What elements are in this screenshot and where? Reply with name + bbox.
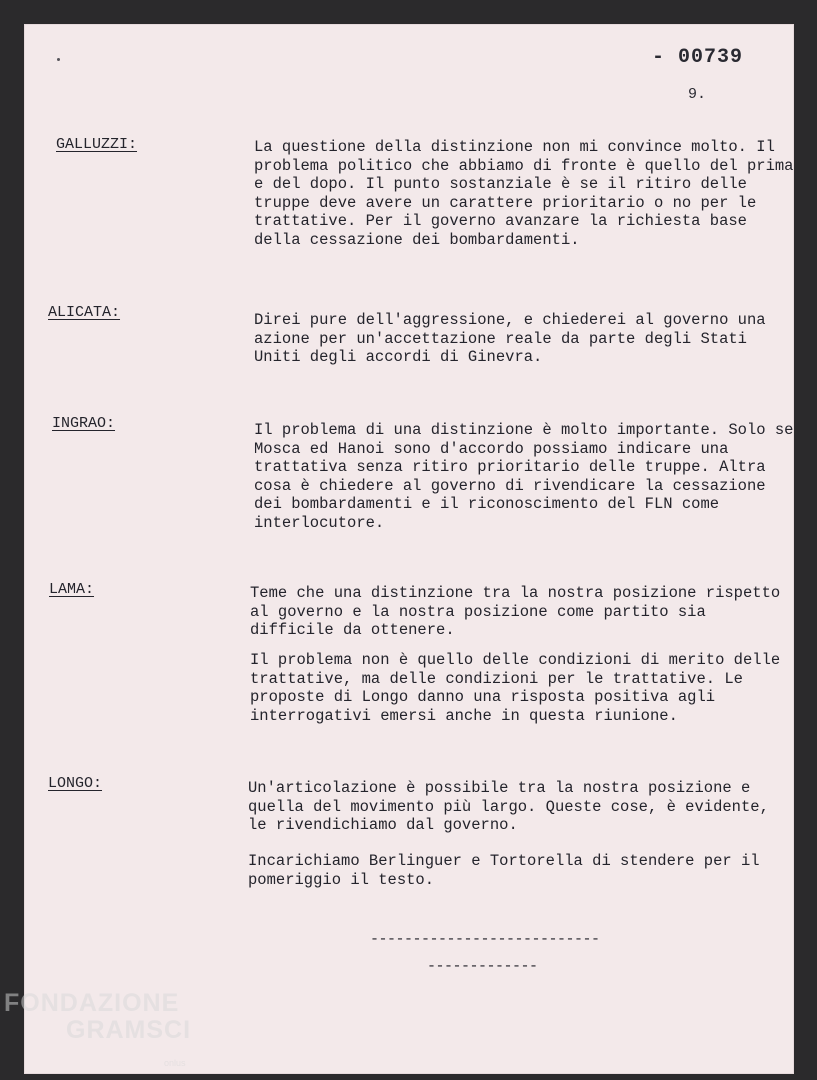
document-number: - 00739 [652,46,744,69]
closing-rule: --------------------------- [370,931,600,948]
watermark-small-text: onlus [164,1058,186,1068]
speaker-name: GALLUZZI: [56,136,138,153]
fondazione-gramsci-watermark [4,989,192,1068]
statement-paragraph: Un'articolazione è possibile tra la nostra posizione e quella del movimento più largo. Queste cose, è evidente, le rivendichiamo dal governo. [248,779,769,835]
speaker-name: ALICATA: [48,304,121,321]
page-number: 9. [688,86,707,103]
statement-paragraph: Teme che una distinzione tra la nostra posizione rispetto al governo e la nostra posizione come partito sia difficile da ottenere. [250,584,781,640]
speaker-name: INGRAO: [52,415,116,432]
speaker-name: LONGO: [48,775,103,792]
closing-rule: ------------- [427,958,538,975]
watermark-line: GRAMSCI [66,1016,192,1044]
statement-paragraph: Incarichiamo Berlinguer e Tortorella di stendere per il pomeriggio il testo. [248,852,760,889]
statement-paragraph: Direi pure dell'aggressione, e chiederei al governo una azione per un'accettazione reale da parte degli Stati Uniti degli accordi di Ginevra. [254,311,766,367]
statement-paragraph: Il problema non è quello delle condizioni di merito delle trattative, ma delle condizioni per le trattative. Le proposte di Longo danno una risposta positiva agli interrogativi emersi anche in questa riunione. [250,651,781,725]
stray-mark [57,58,60,61]
watermark-line: FONDAZIONE [4,989,180,1017]
speaker-name: LAMA: [49,581,95,598]
statement-paragraph: La questione della distinzione non mi convince molto. Il problema politico che abbiamo di fronte è quello del prima e del dopo. Il punto sostanziale è se il ritiro delle truppe deve avere un carattere prioritario o no per le trattative. Per il governo avanzare la richiesta base della cessazione dei bombardamenti. [254,138,794,249]
statement-paragraph: Il problema di una distinzione è molto importante. Solo se Mosca ed Hanoi sono d'accordo possiamo indicare una trattativa senza ritiro prioritario delle truppe. Altra cosa è chiedere al governo di rivendicare la cessazione dei bombardamenti e il riconoscimento del FLN come interlocutore. [254,421,794,532]
